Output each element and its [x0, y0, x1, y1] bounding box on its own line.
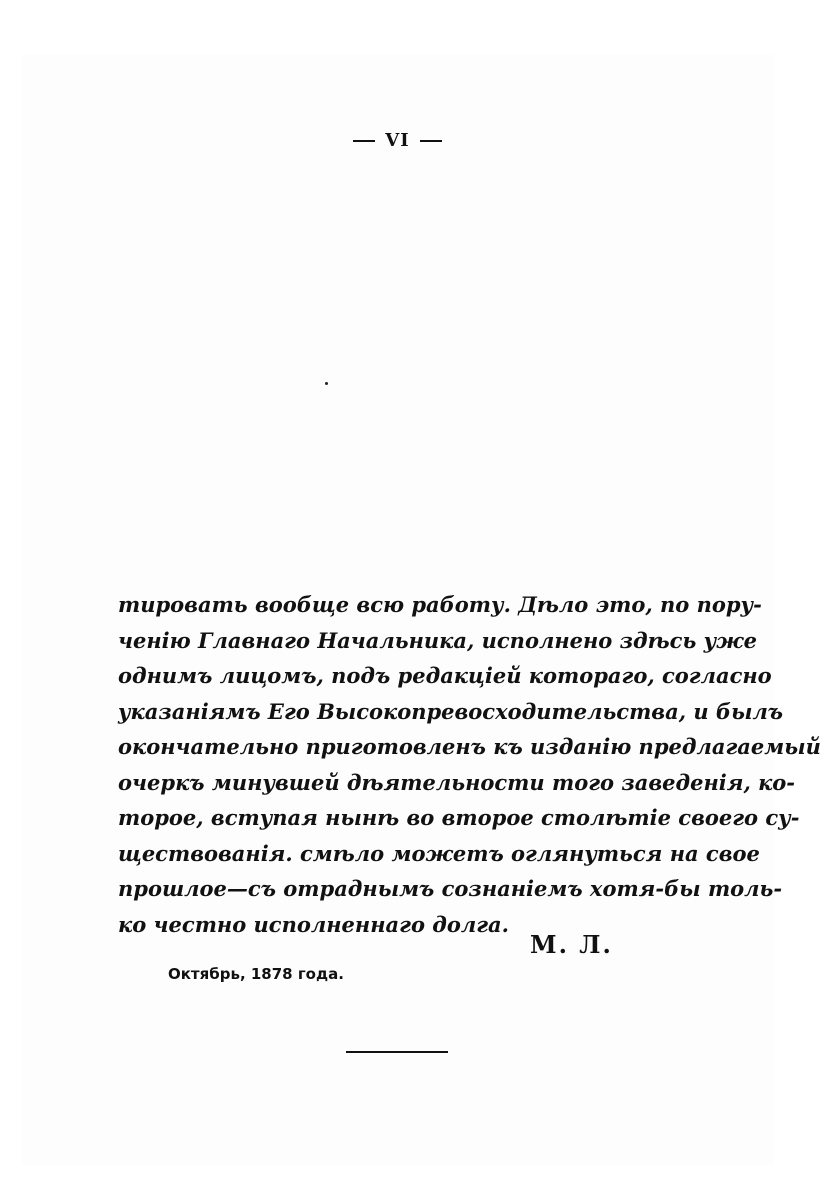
page-number-dash-right: [420, 140, 442, 142]
page-number-dash-left: [353, 140, 375, 142]
ink-speck: [325, 382, 328, 385]
body-line: ществованія. смѣло можетъ оглянуться на свое: [118, 840, 760, 866]
body-line: однимъ лицомъ, подъ редакціей котораго, согласно: [118, 663, 772, 688]
body-line: тировать вообще всю работу. Дѣло это, по пору-: [118, 592, 762, 617]
body-line: прошлое—съ отраднымъ сознаніемъ хотя-бы толь-: [118, 876, 783, 901]
closing-rule: [346, 1051, 448, 1053]
body-line: ченію Главнаго Начальника, исполнено здѣсь уже: [118, 627, 757, 653]
page-number-text: VI: [385, 130, 410, 151]
body-line: окончательно приготовленъ къ изданію предлагаемый: [118, 734, 821, 759]
page-number: [0, 130, 795, 151]
body-paragraph: [118, 587, 821, 942]
date-line: Октябрь, 1878 года.: [168, 965, 344, 983]
body-line: указаніямъ Его Высокопревосходительства, и былъ: [118, 698, 784, 724]
body-line: очеркъ минувшей дѣятельности того заведенія, ко-: [118, 769, 796, 795]
author-signature: М. Л.: [530, 930, 613, 959]
body-line: торое, вступая нынѣ во второе столѣтіе своего су-: [118, 805, 800, 830]
body-line: ко честно исполненнаго долга.: [118, 911, 509, 937]
